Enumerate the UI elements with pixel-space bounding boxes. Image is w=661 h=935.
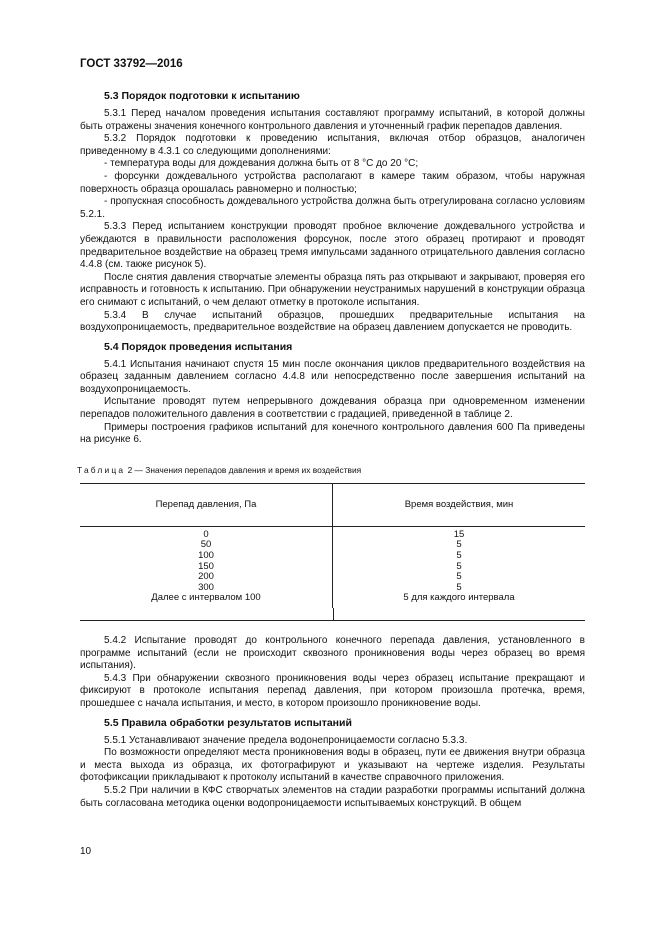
table-row	[80, 551, 585, 562]
table-row	[80, 593, 585, 608]
table-cell-pressure: 0	[80, 526, 333, 540]
table-row	[80, 526, 585, 540]
section-5-5-title: 5.5 Правила обработки результатов испытаний	[104, 716, 352, 729]
table-cell-pressure: 300	[80, 583, 333, 594]
paragraph-leak-locations: По возможности определяют места проникновения воды в образец, пути ее движения внутри образца и места выхода из образца, их фотографируют и указывают на чертеже изделия. Результаты фотофиксации прикладывают к протоколу испытаний в качестве справочного приложения.	[80, 747, 585, 784]
bullet-capacity: - пропускная способность дождевального устройства должна быть отрегулирована согласно условиям 5.2.1.	[80, 196, 585, 220]
page-number: 10	[80, 846, 92, 857]
table-cell-time: 5	[456, 571, 462, 583]
paragraph-5-4-2: 5.4.2 Испытание проводят до контрольного конечного перепада давления, установленного в программе испытаний (если не происходит сквозного проникновения воды через образец во время испытания).	[80, 635, 585, 672]
table-cell-time: 5 для каждого интервала	[403, 592, 515, 604]
table-row	[80, 540, 585, 551]
paragraph-5-3-4: 5.3.4 В случае испытаний образцов, прошедших предварительные испытания на воздухопроницаемость, предварительное воздействие на образец давлением допускается не проводить.	[80, 309, 585, 334]
table-2	[80, 483, 585, 608]
document-page	[77, 58, 585, 810]
bullet-water-temperature: - температура воды для дождевания должна быть от 8 °С до 20 °С;	[104, 158, 419, 170]
paragraph-5-4-3: 5.4.3 При обнаружении сквозного проникновения воды через образец испытание прекращают и фиксируют в протоколе испытания перепад давления, при котором произошла протечка, время, прошедшее с начала испытания, и место, в котором произошло проникновение воды.	[80, 672, 585, 709]
table-cell-pressure: Далее с интервалом 100	[80, 593, 333, 608]
paragraph-5-3-1: 5.3.1 Перед началом проведения испытания составляют программу испытаний, в которой должны быть отражены значения конечного контрольного давления и уточненный график перепадов давления.	[80, 108, 585, 132]
table-cell-time: 5	[456, 560, 462, 572]
table-cell-pressure: 50	[80, 540, 333, 551]
section-5-3-title: 5.3 Порядок подготовки к испытанию	[104, 90, 300, 102]
table-header-pressure: Перепад давления, Па	[80, 483, 333, 526]
table-cell-pressure: 100	[80, 551, 333, 562]
paragraph-continuous-rain: Испытание проводят путем непрерывного дождевания образца при одновременном изменении перепадов положительного давления в соответствии с градацией, приведенной в таблице 2.	[80, 396, 585, 421]
table-cell-pressure: 200	[80, 572, 333, 583]
table-cell-time: 5	[456, 539, 462, 551]
paragraph-5-5-2: 5.5.2 При наличии в КФС створчатых элементов на стадии разработки программы испытаний должна быть согласована методика оценки водопроницаемости испытываемых конструкций. В общем	[80, 784, 585, 809]
table-bottom-border	[80, 608, 585, 621]
table-2-caption	[77, 465, 585, 475]
paragraph-graph-examples: Примеры построения графиков испытаний для конечного контрольного давления 600 Па приведены на рисунке 6.	[80, 421, 585, 446]
table-row	[80, 562, 585, 573]
table-header-time: Время воздействия, мин	[333, 483, 586, 526]
section-5-4-title: 5.4 Порядок проведения испытания	[104, 340, 293, 353]
paragraph-5-5-1: 5.5.1 Устанавливают значение предела водонепроницаемости согласно 5.3.3.	[104, 734, 468, 746]
paragraph-5-4-1: 5.4.1 Испытания начинают спустя 15 мин после окончания циклов предварительного воздействия на образец заданным давлением согласно 4.4.8 или непосредственно после завершения испытаний на воздухопроницаемость.	[80, 358, 585, 395]
document-header: ГОСТ 33792—2016	[80, 58, 183, 70]
paragraph-after-pressure: После снятия давления створчатые элементы образца пять раз открывают и закрывают, проверяя его исправность и готовность к испытанию. При обнаружении неустранимых нарушений в конструкции образца его снимают с испытаний, о чем делают отметку в протоколе испытания.	[80, 271, 585, 308]
table-row	[80, 572, 585, 583]
bullet-nozzles: - форсунки дождевального устройства располагают в камере таким образом, чтобы наружная поверхность образца орошалась равномерно и полностью;	[80, 170, 585, 195]
table-word: Таблица	[77, 464, 126, 475]
table-cell-time: 5	[456, 581, 462, 593]
table-cell-time: 5	[456, 550, 462, 562]
paragraph-5-3-3: 5.3.3 Перед испытанием конструкции проводят пробное включение дождевального устройства и убеждаются в правильности расположения форсунок, после этого образец протирают и проводят предварительное воздействие на образец тремя импульсами заданного отрицательного давления согласно 4.4.8 (см. также рисунок 5).	[80, 221, 585, 271]
table-cell-pressure: 150	[80, 562, 333, 573]
table-caption-text: 2 — Значения перепадов давления и время их воздействия	[125, 464, 362, 475]
table-cell-time: 15	[453, 528, 465, 540]
paragraph-5-3-2: 5.3.2 Порядок подготовки к проведению испытания, включая отбор образцов, аналогичен приведенному в 4.3.1 со следующими дополнениями:	[80, 133, 585, 157]
